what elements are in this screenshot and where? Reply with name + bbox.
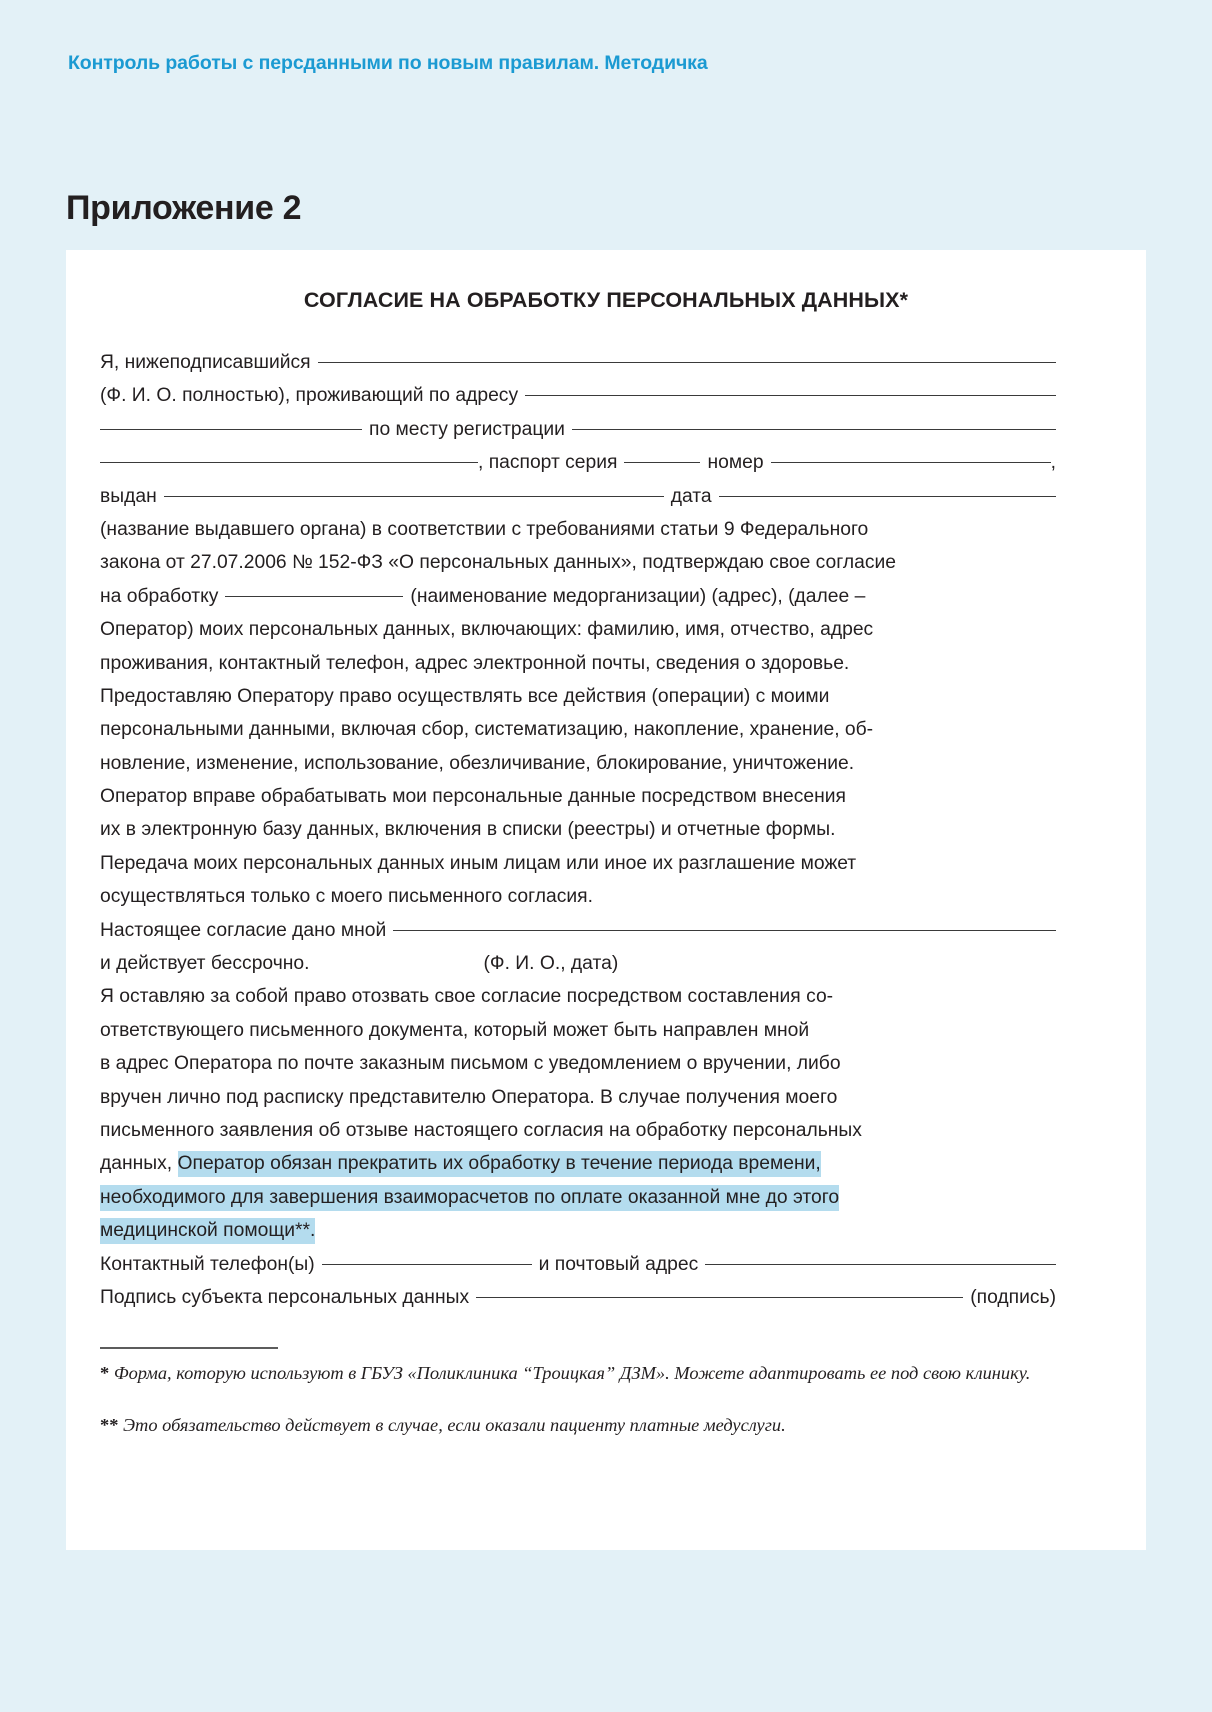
paragraph2-line-1: Я оставляю за собой право отозвать свое согласие посредством составления со-: [100, 986, 834, 1008]
paragraph-line-6: Предоставляю Оператору право осуществлять все действия (операции) с моими: [100, 685, 830, 707]
highlighted-text-part-1: Оператор обязан прекратить их обработку в течение периода времени,: [178, 1151, 821, 1177]
form-line-passport: [100, 446, 1056, 479]
blank-fullname[interactable]: [318, 362, 1056, 363]
paragraph2-line-7: [100, 1181, 1056, 1214]
label-registration: по месту регистрации: [369, 418, 565, 440]
form-line-contacts: [100, 1248, 1056, 1281]
paragraph-line-1: (название выдавшего органа) в соответствии с требованиями статьи 9 Федерального: [100, 518, 869, 540]
blank-passport-number[interactable]: [771, 462, 1051, 463]
blank-medorganization[interactable]: [225, 596, 403, 597]
paragraph-line-8: новление, изменение, использование, обезличивание, блокирование, уничтожение.: [100, 752, 855, 774]
form-line-processing: [100, 580, 1056, 613]
paragraph2-line-3: в адрес Оператора по почте заказным письмом с уведомлением о вручении, либо: [100, 1053, 841, 1075]
label-signature-note: (подпись): [970, 1286, 1056, 1308]
label-processing: на обработку: [100, 585, 219, 607]
footnote-text: Форма, которую используют в ГБУЗ «Поликлиника “Троицкая” ДЗМ». Можете адаптировать ее под свою клинику.: [113, 1363, 1031, 1383]
blank-postal-address[interactable]: [705, 1264, 1056, 1265]
document-title: СОГЛАСИЕ НА ОБРАБОТКУ ПЕРСОНАЛЬНЫХ ДАННЫХ*: [303, 288, 909, 312]
label-indefinite: и действует бессрочно.: [100, 953, 310, 975]
document-body: [100, 346, 1056, 1314]
blank-issue-date[interactable]: [719, 496, 1056, 497]
label-undersigned: Я, нижеподписавшийся: [100, 352, 311, 373]
footnote-text: Это обязательство действует в случае, если оказали пациенту платные медуслуги.: [123, 1415, 786, 1435]
paragraph-line-9: Оператор вправе обрабатывать мои персональные данные посредством внесения: [100, 786, 846, 808]
paragraph2-line-5: письменного заявления об отзыве настоящего согласия на обработку персональных: [100, 1119, 862, 1141]
paragraph2-line-8: [100, 1214, 1056, 1247]
blank-registration-cont[interactable]: [100, 462, 478, 463]
blank-passport-series[interactable]: [624, 462, 700, 463]
paragraph2-line-6: [100, 1147, 1056, 1180]
label-issue-date: дата: [670, 485, 712, 507]
footnote-item: [100, 1410, 1060, 1440]
paragraph-line-11: Передача моих персональных данных иным лицам или иное их разглашение может: [100, 852, 857, 874]
footnote-separator: [100, 1347, 278, 1349]
label-fullname-note: (Ф. И. О. полностью), проживающий по адресу: [100, 385, 519, 407]
form-line-consent-given: [100, 914, 1056, 947]
label-passport-series: , паспорт серия: [478, 452, 618, 474]
blank-address-cont[interactable]: [100, 429, 362, 430]
blank-consent-given[interactable]: [393, 930, 1056, 931]
blank-address[interactable]: [525, 395, 1056, 396]
form-line-address: [100, 379, 1056, 412]
form-line-registration: [100, 413, 1056, 446]
form-line-issued: [100, 480, 1056, 513]
footnote-marker: *: [100, 1363, 110, 1383]
label-passport-number: номер: [707, 452, 764, 474]
label-passport-comma: ,: [1050, 452, 1056, 474]
label-fio-date-note: (Ф. И. О., дата): [483, 953, 619, 975]
label-contact-phone: Контактный телефон(ы): [100, 1253, 315, 1275]
paragraph-line-4: Оператор) моих персональных данных, включающих: фамилию, имя, отчество, адрес: [100, 619, 874, 641]
paragraph-line-2: закона от 27.07.2006 № 152-ФЗ «О персональных данных», подтверждаю свое согласие: [100, 552, 896, 574]
label-postal-address: и почтовый адрес: [538, 1253, 699, 1275]
form-line-signature: [100, 1281, 1056, 1314]
blank-contact-phone[interactable]: [322, 1264, 532, 1265]
highlighted-text-part-3: медицинской помощи**.: [100, 1218, 315, 1244]
blank-signature[interactable]: [476, 1297, 963, 1298]
label-consent-given: Настоящее согласие дано мной: [100, 919, 387, 941]
footnote-marker: **: [100, 1415, 119, 1435]
label-issued-by: выдан: [100, 485, 157, 507]
paragraph2-line-2: ответствующего письменного документа, который может быть направлен мной: [100, 1019, 810, 1041]
form-line-fullname: [100, 346, 1056, 379]
form-line-indefinite: [100, 947, 1056, 980]
paragraph-line-5: проживания, контактный телефон, адрес электронной почты, сведения о здоровье.: [100, 652, 850, 674]
running-head: Контроль работы с персданными по новым правилам. Методичка: [68, 52, 708, 74]
label-signature: Подпись субъекта персональных данных: [100, 1286, 470, 1308]
highlighted-text-part-2: необходимого для завершения взаиморасчетов по оплате оказанной мне до этого: [100, 1185, 839, 1211]
blank-registration[interactable]: [572, 429, 1056, 430]
label-data-prefix: данных,: [100, 1153, 173, 1175]
footnote-item: [100, 1358, 1060, 1388]
blank-issued-by[interactable]: [164, 496, 664, 497]
paragraph-line-12: осуществляться только с моего письменного согласия.: [100, 886, 593, 908]
label-medorganization-note: (наименование медорганизации) (адрес), (далее –: [410, 585, 866, 607]
footnotes: [100, 1358, 1060, 1462]
paragraph-line-10: их в электронную базу данных, включения в списки (реестры) и отчетные формы.: [100, 819, 836, 841]
document-card: [66, 250, 1146, 1550]
paragraph-line-7: персональными данными, включая сбор, систематизацию, накопление, хранение, об-: [100, 719, 874, 741]
paragraph2-line-4: вручен лично под расписку представителю Оператора. В случае получения моего: [100, 1086, 838, 1108]
page-title: Приложение 2: [66, 188, 302, 227]
